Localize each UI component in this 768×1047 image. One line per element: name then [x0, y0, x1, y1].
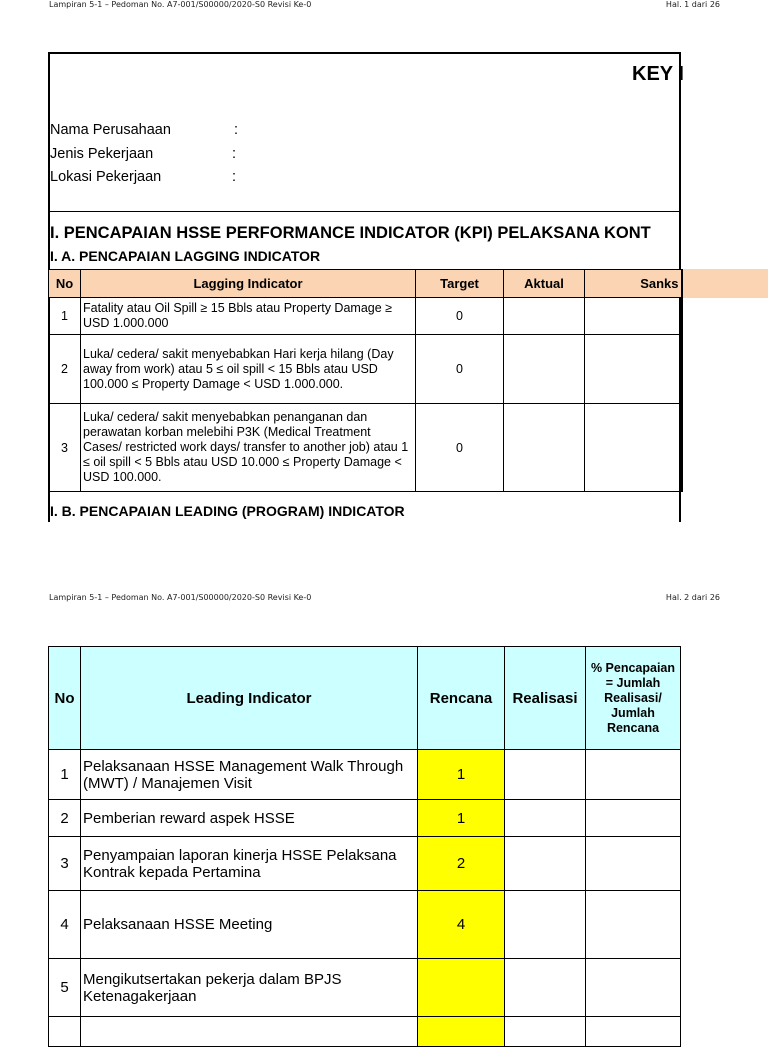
- row-no: 1: [49, 298, 81, 335]
- table-row: [49, 404, 682, 492]
- row-realisasi[interactable]: [505, 837, 586, 891]
- table-row: [49, 891, 681, 959]
- page1-header-right: Hal. 1 dari 26: [665, 0, 720, 9]
- row-pencapaian[interactable]: [586, 800, 681, 837]
- lagging-table: [48, 269, 683, 492]
- row-realisasi[interactable]: [505, 750, 586, 800]
- row-realisasi[interactable]: [505, 891, 586, 959]
- field-label-lokasi-pekerjaan: Lokasi Pekerjaan: [50, 169, 162, 185]
- section-title: I. PENCAPAIAN HSSE PERFORMANCE INDICATOR (KPI) PELAKSANA KONT: [50, 224, 651, 242]
- col-no: No: [49, 270, 81, 298]
- row-pencapaian[interactable]: [586, 959, 681, 1017]
- page1-header-left: Lampiran 5-1 – Pedoman No. A7-001/S00000/2020-S0 Revisi Ke-0: [49, 0, 312, 9]
- col-rencana: Rencana: [418, 647, 505, 750]
- col-no: No: [49, 647, 81, 750]
- row-pencapaian[interactable]: [586, 837, 681, 891]
- field-label-nama-perusahaan: Nama Perusahaan: [50, 122, 171, 138]
- col-lagging-indicator: Lagging Indicator: [81, 270, 416, 298]
- field-colon: :: [232, 169, 237, 185]
- row-sanksi[interactable]: [585, 404, 682, 492]
- table-row: [49, 837, 681, 891]
- row-aktual[interactable]: [504, 404, 585, 492]
- row-sanksi[interactable]: [585, 298, 682, 335]
- row-rencana: [418, 959, 505, 1017]
- row-aktual[interactable]: [504, 335, 585, 404]
- table-row: [49, 335, 682, 404]
- row-pencapaian[interactable]: [586, 891, 681, 959]
- table-row: [49, 959, 681, 1017]
- row-target: 0: [416, 404, 504, 492]
- row-indicator: Luka/ cedera/ sakit menyebabkan penanganan dan perawatan korban melebihi P3K (Medical Treatment Cases/ restricted work days/ transfer to another job) atau 1 ≤ oil spill < 5 Bbls atau USD 10.000 ≤ Property Damage < USD 100.000.: [81, 404, 416, 492]
- col-pencapaian: % Pencapaian = Jumlah Realisasi/ Jumlah Rencana: [586, 647, 681, 750]
- row-no: 2: [49, 800, 81, 837]
- col-leading-indicator: Leading Indicator: [81, 647, 418, 750]
- row-sanksi[interactable]: [585, 335, 682, 404]
- row-no: 3: [49, 404, 81, 492]
- field-colon: :: [232, 146, 237, 162]
- row-rencana: 1: [418, 800, 505, 837]
- row-realisasi[interactable]: [505, 800, 586, 837]
- row-indicator: Luka/ cedera/ sakit menyebabkan Hari kerja hilang (Day away from work) atau 5 ≤ oil spill < 15 Bbls atau USD 100.000 ≤ Property Damage < USD 1.000.000.: [81, 335, 416, 404]
- row-indicator: [81, 1017, 418, 1047]
- leading-section-title: I. B. PENCAPAIAN LEADING (PROGRAM) INDICATOR: [50, 503, 405, 519]
- row-indicator: Fatality atau Oil Spill ≥ 15 Bbls atau Property Damage ≥ USD 1.000.000: [81, 298, 416, 335]
- field-label-jenis-pekerjaan: Jenis Pekerjaan: [50, 146, 154, 162]
- table-row: [49, 750, 681, 800]
- row-pencapaian[interactable]: [586, 750, 681, 800]
- header-fill-extension: [681, 269, 768, 298]
- row-pencapaian[interactable]: [586, 1017, 681, 1047]
- divider: [48, 211, 681, 212]
- col-sanksi: Sanks: [585, 270, 682, 298]
- col-target: Target: [416, 270, 504, 298]
- row-indicator: Pelaksanaan HSSE Meeting: [81, 891, 418, 959]
- row-no: 5: [49, 959, 81, 1017]
- row-rencana: 4: [418, 891, 505, 959]
- row-indicator: Pelaksanaan HSSE Management Walk Through (MWT) / Manajemen Visit: [81, 750, 418, 800]
- row-no: 4: [49, 891, 81, 959]
- row-rencana: 1: [418, 750, 505, 800]
- col-aktual: Aktual: [504, 270, 585, 298]
- page2-header-left: Lampiran 5-1 – Pedoman No. A7-001/S00000/2020-S0 Revisi Ke-0: [49, 593, 312, 602]
- row-aktual[interactable]: [504, 298, 585, 335]
- table-row: [49, 1017, 681, 1047]
- leading-table: [48, 646, 681, 1047]
- row-no: [49, 1017, 81, 1047]
- row-rencana: 2: [418, 837, 505, 891]
- table-row: [49, 298, 682, 335]
- table-row: [49, 800, 681, 837]
- row-rencana: [418, 1017, 505, 1047]
- row-realisasi[interactable]: [505, 1017, 586, 1047]
- row-target: 0: [416, 335, 504, 404]
- page-title: KEY I: [632, 63, 684, 85]
- col-realisasi: Realisasi: [505, 647, 586, 750]
- row-target: 0: [416, 298, 504, 335]
- page2-header-right: Hal. 2 dari 26: [665, 593, 720, 602]
- lagging-section-title: I. A. PENCAPAIAN LAGGING INDICATOR: [50, 248, 321, 264]
- row-indicator: Mengikutsertakan pekerja dalam BPJS Ketenagakerjaan: [81, 959, 418, 1017]
- row-indicator: Penyampaian laporan kinerja HSSE Pelaksana Kontrak kepada Pertamina: [81, 837, 418, 891]
- field-colon: :: [234, 122, 239, 138]
- leading-header-row: [49, 647, 681, 750]
- row-no: 3: [49, 837, 81, 891]
- row-realisasi[interactable]: [505, 959, 586, 1017]
- row-no: 1: [49, 750, 81, 800]
- row-indicator: Pemberian reward aspek HSSE: [81, 800, 418, 837]
- row-no: 2: [49, 335, 81, 404]
- lagging-header-row: [49, 270, 682, 298]
